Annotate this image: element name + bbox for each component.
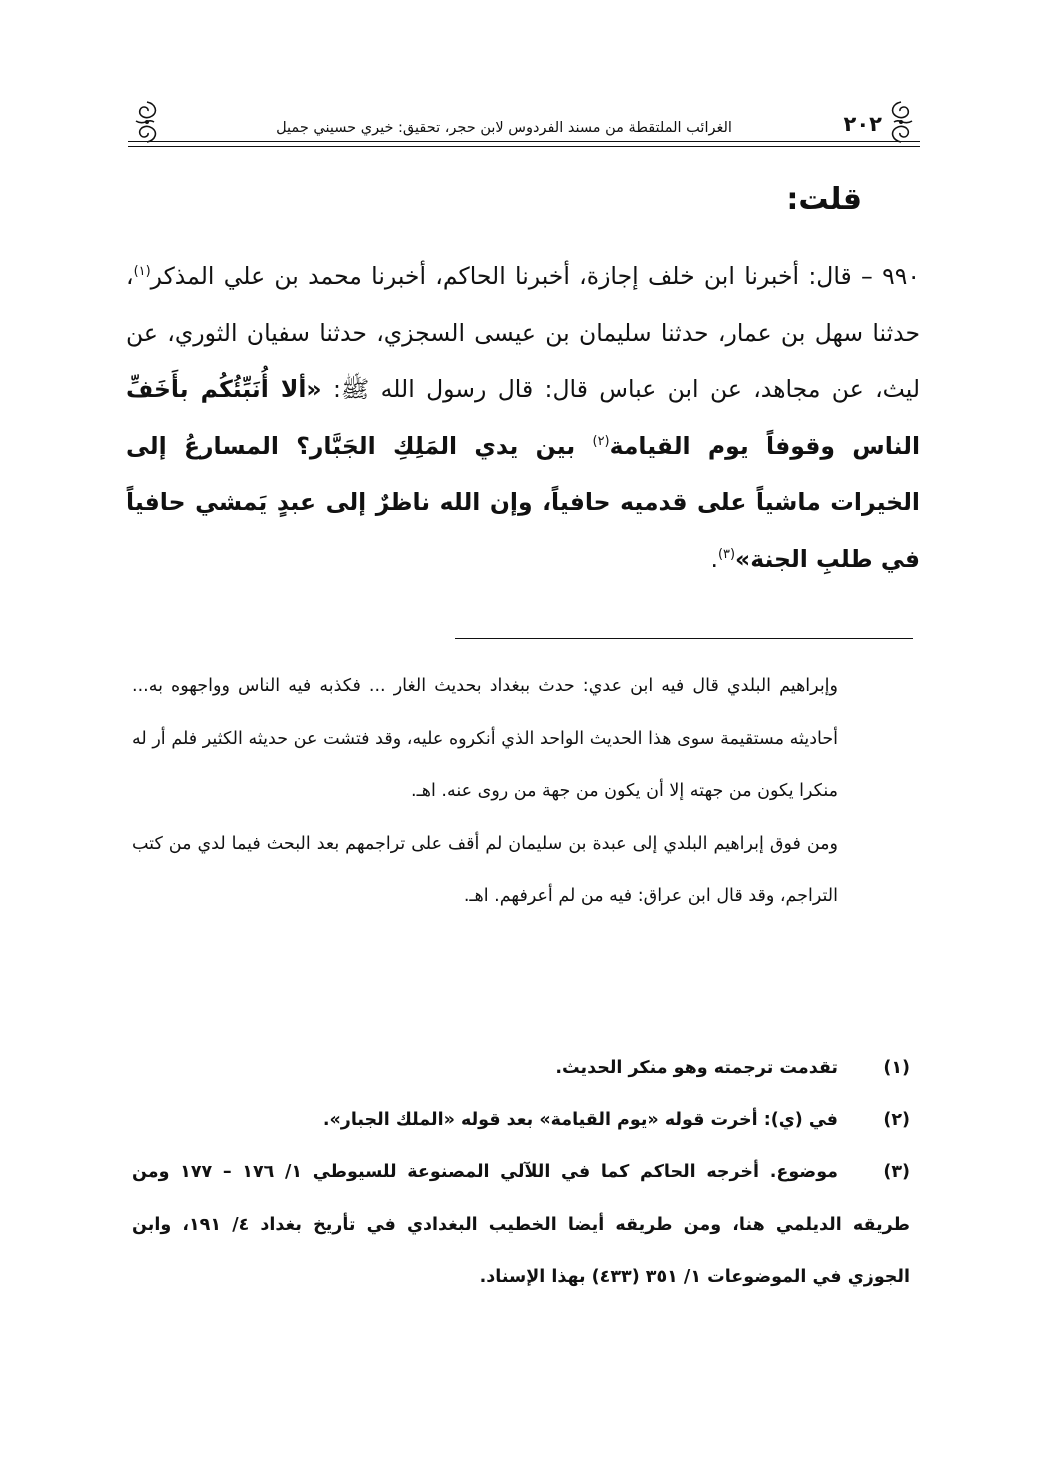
footnote-1: [132, 1042, 910, 1095]
footnote-continuation: [132, 660, 838, 923]
hadith-number: ٩٩٠ –: [861, 262, 920, 290]
footnote-marker: (٢): [883, 1110, 910, 1130]
matn-part-1: «ألا أُنَبِّئُكُم بأَخَفِّ الناس وقوفاً يوم القيامة: [126, 375, 920, 460]
footnote-text: في (ي): أخرت قوله «يوم القيامة» بعد قوله «الملك الجبار».: [322, 1110, 838, 1130]
running-header: [128, 92, 920, 148]
footnote-text: تقدمت ترجمته وهو منكر الحديث.: [555, 1058, 838, 1078]
footnote-2: [132, 1094, 910, 1147]
footnote-continuation-para-1: وإبراهيم البلدي قال فيه ابن عدي: حدث ببغداد بحديث الغار ... فكذبه فيه الناس وواجهوه به... أحاديثه مستقيمة سوى هذا الحديث الواحد الذي أنكروه عليه، وقد فتشت عن حديثه الكثير فلم أر له منكرا يكون من جهته إلا أن يكون من جهة من روى عنه. اهـ.: [132, 676, 838, 801]
isnad-part-2: ، حدثنا سهل بن عمار، حدثنا سليمان بن عيسى السجزي، حدثنا سفيان الثوري، عن ليث، عن مجاهد، عن ابن عباس قال: قال رسول الله ﷺ:: [126, 262, 920, 403]
ornament-flourish-icon: [130, 98, 164, 144]
footnote-continuation-para-2: ومن فوق إبراهيم البلدي إلى عبدة بن سليمان لم أقف على تراجمهم بعد البحث فيما لدي من كتب التراجم، وقد قال ابن عراق: فيه من لم أعرفهم. اهـ.: [132, 833, 838, 906]
page-number: ٢٠٢: [843, 112, 882, 136]
footnote-marker: (٣): [883, 1162, 910, 1182]
header-rule-bottom: [128, 146, 920, 147]
footnote-marker: (١): [883, 1058, 910, 1078]
hadith-paragraph: [126, 248, 920, 587]
footnote-3: [132, 1146, 910, 1304]
isnad-part-1: قال: أخبرنا ابن خلف إجازة، أخبرنا الحاكم، أخبرنا محمد بن علي المذكر: [150, 262, 862, 290]
footnote-ref-3[interactable]: (٣): [717, 546, 736, 562]
header-rule-top: [128, 141, 920, 142]
footnote-text: موضوع. أخرجه الحاكم كما في اللآلي المصنوعة للسيوطي ١/ ١٧٦ – ١٧٧ ومن طريقه الديلمي هنا، ومن طريقه أيضا الخطيب البغدادي في تأريخ بغداد ٤/ ١٩١، وابن الجوزي في الموضوعات ١/ ٣٥١ (٤٣٣) بهذا الإسناد.: [132, 1162, 911, 1287]
section-heading: قلت:: [786, 182, 862, 217]
end-mark: .: [710, 544, 718, 573]
matn-part-2: بين يدي المَلِكِ الجَبَّار؟ المسارعُ إلى الخيرات ماشياً على قدميه حافياً، وإن الله ناظرٌ إلى عبدٍ يَمشي حافياً في طلبِ الجنة»: [126, 431, 920, 573]
footnote-ref-1[interactable]: (١): [133, 264, 151, 280]
ornament-flourish-icon: [884, 98, 918, 144]
running-title: الغرائب الملتقطة من مسند الفردوس لابن حجر، تحقيق: خيري حسيني جميل: [276, 120, 732, 136]
footnote-separator: [455, 638, 913, 639]
footnote-ref-2[interactable]: (٢): [592, 433, 610, 449]
